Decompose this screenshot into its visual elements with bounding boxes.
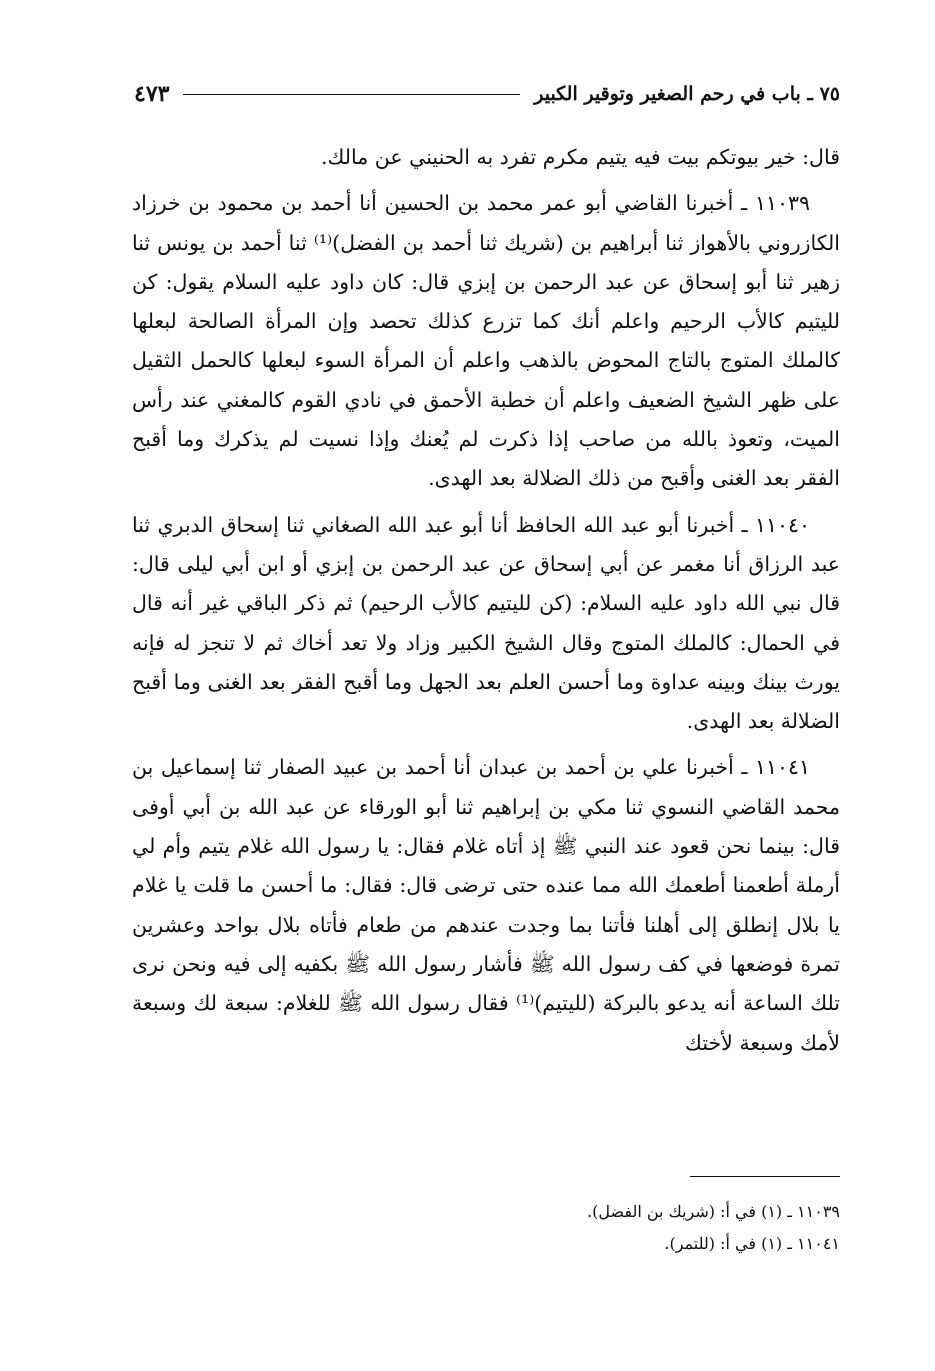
paragraph-continuation: قال: خير بيوتكم بيت فيه يتيم مكرم تفرد به الحنيني عن مالك.: [320, 145, 840, 169]
page-header: [134, 74, 840, 114]
chapter-title: ٧٥ ـ باب في رحم الصغير وتوقير الكبير: [534, 83, 840, 105]
header-rule: [183, 94, 520, 95]
footnote-separator: [690, 1176, 840, 1177]
footnotes: [132, 1196, 840, 1260]
paragraph-hadith-11039: ١١٠٣٩ ـ أخبرنا القاضي أبو عمر محمد بن الحسين أنا أحمد بن محمود بن خرزاد الكازروني بالأهواز ثنا أبراهيم بن (شريك ثنا أحمد بن الفضل)⁽¹⁾ ثنا أحمد بن يونس ثنا زهير ثنا أبو إسحاق عن عبد الرحمن بن إبزي قال: كان داود عليه السلام يقول: كن لليتيم كالأب الرحيم واعلم أنك كما تزرع كذلك تحصد وإن المرأة الصالحة لبعلها كالملك المتوج بالتاج المحوض بالذهب واعلم أن المرأة السوء لبعلها كالحمل الثقيل على ظهر الشيخ الضعيف واعلم أن خطبة الأحمق في نادي القوم كالمغني عند رأس الميت، وتعوذ بالله من صاحب إذا ذكرت لم يُعنك وإذا نسيت لم يذكرك وما أقبح الفقر بعد الغنى وأقبح من ذلك الضلالة بعد الهدى.: [132, 191, 840, 491]
footnote-11039: ١١٠٣٩ ـ (١) في أ: (شريك بن الفضل).: [587, 1202, 840, 1221]
footnote-11041: ١١٠٤١ ـ (١) في أ: (للتمر).: [664, 1234, 840, 1253]
paragraph-hadith-11041: ١١٠٤١ ـ أخبرنا علي بن أحمد بن عبدان أنا أحمد بن عبيد الصفار ثنا إسماعيل بن محمد القاضي النسوي ثنا مكي بن إبراهيم ثنا أبو الورقاء عن عبد الله بن أبي أوفى قال: بينما نحن قعود عند النبي ﷺ إذ أتاه غلام فقال: يا رسول الله غلام يتيم وأم لي أرملة أطعمنا أطعمك الله مما عنده حتى ترضى قال: فقال: ما أحسن ما قلت يا غلام يا بلال إنطلق إلى أهلنا فأتنا بما وجدت عندهم من طعام فأتاه بلال بواحد وعشرين تمرة فوضعها في كف رسول الله ﷺ فأشار رسول الله ﷺ بكفيه إلى فيه ونحن نرى تلك الساعة أنه يدعو بالبركة (لليتيم)⁽¹⁾ فقال رسول الله ﷺ للغلام: سبعة لك وسبعة لأمك وسبعة لأختك: [132, 755, 840, 1055]
paragraph-hadith-11040: ١١٠٤٠ ـ أخبرنا أبو عبد الله الحافظ أنا أبو عبد الله الصغاني ثنا إسحاق الدبري ثنا عبد الرزاق أنا مغمر عن أبي إسحاق عن عبد الرحمن بن إبزي أو ابن أبي ليلى قال: قال نبي الله داود عليه السلام: (كن لليتيم كالأب الرحيم) ثم ذكر الباقي غير أنه قال في الحمال: كالملك المتوج وقال الشيخ الكبير وزاد ولا تعد أخاك ثم لا تنجز له فإنه يورث بينك وبينه عداوة وما أحسن العلم بعد الجهل وما أقبح الفقر بعد الغنى وما أقبح الضلالة بعد الهدى.: [132, 512, 840, 734]
body-text: [132, 138, 840, 1070]
page-number: ٤٧٣: [134, 81, 170, 107]
